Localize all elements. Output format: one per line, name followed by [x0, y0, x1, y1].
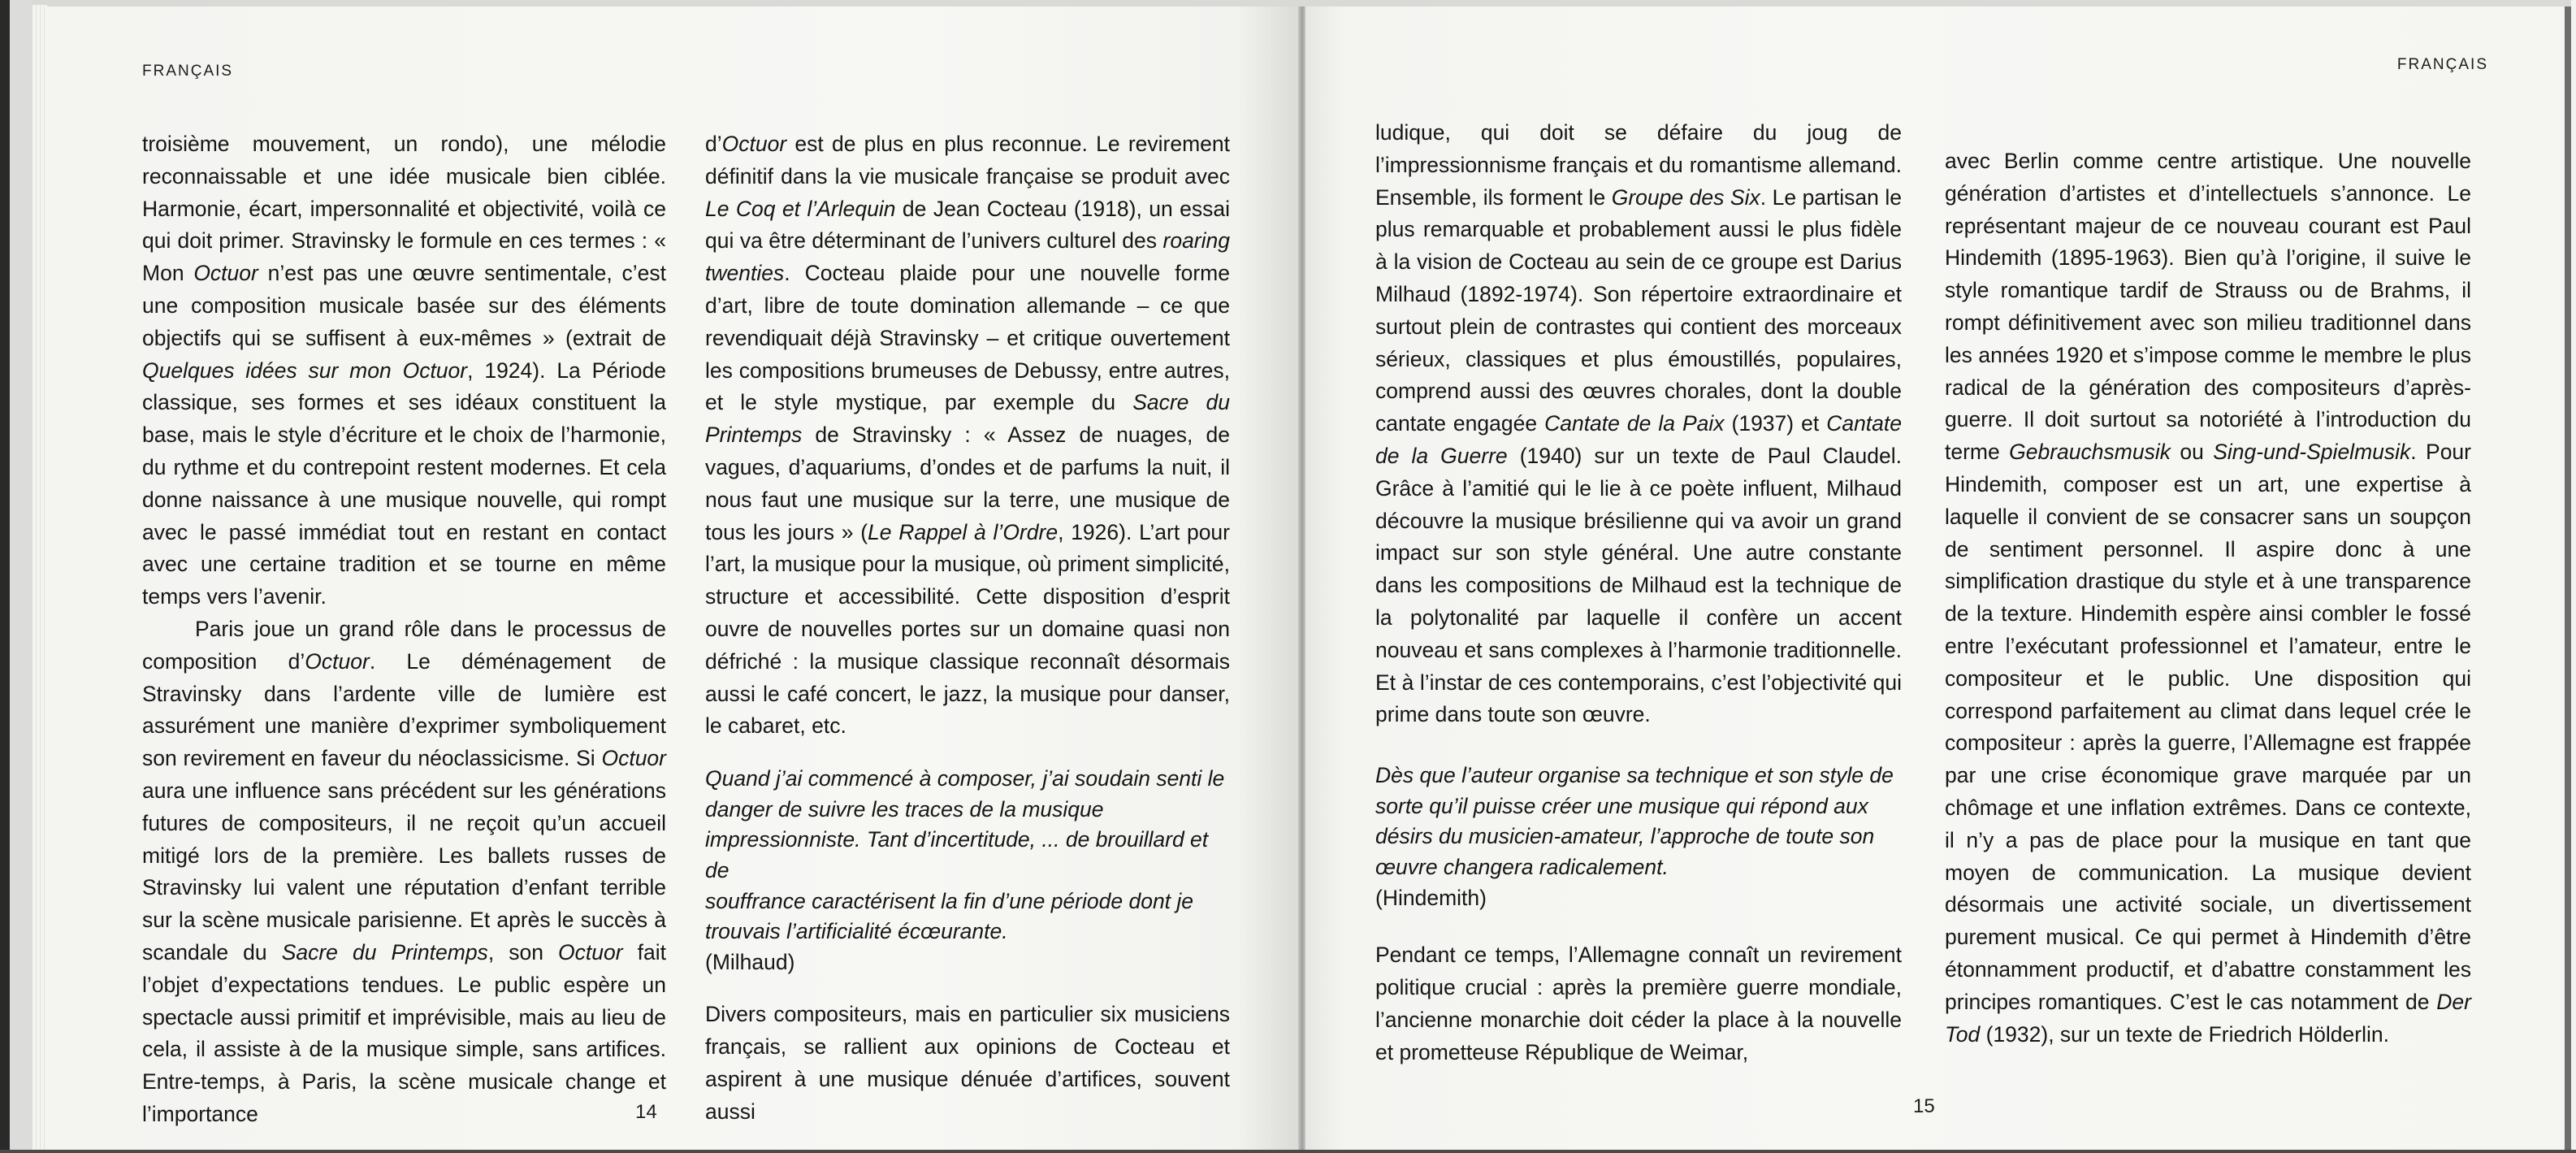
scanner-border-bottom: [0, 1150, 2576, 1153]
running-head-right: FRANÇAIS: [2396, 56, 2488, 73]
running-head-left: FRANÇAIS: [142, 63, 234, 80]
quote-line: trouvais l’artificialité écœurante.: [705, 919, 1008, 944]
scanner-bed-left: [10, 0, 32, 1153]
page-edge-shadow-right: [2565, 7, 2571, 1153]
italic-title: Gebrauchsmusik: [2009, 440, 2171, 465]
column-4: [1945, 145, 2471, 1051]
left-page: [45, 7, 1300, 1151]
paragraph: avec Berlin comme centre artistique. Une nouvelle génération d’artistes et d’intellectuels s’annonce. Le représentant majeur de ce nouveau courant est Paul Hindemith (1895-1963). Bien qu’à l’origine, il suive le style romantique tardif de Strauss ou de Brahms, il rompt définitivement avec son milieu traditionnel dans les années 1920 et s’impose comme le membre le plus radical de la génération des compositeurs d’après-guerre. Il doit surtout sa notoriété à l’introduction du terme Gebrauchsmusik ou Sing-und-Spielmusik. Pour Hindemith, composer est un art, une expertise à laquelle il convient de se consacrer sans un soupçon de sentiment personnel. Il aspire donc à une simplification drastique du style et à une transparence de la texture. Hindemith espère ainsi combler le fossé entre l’exécutant professionnel et l’amateur, entre le compositeur et le public. Une disposition qui correspond parfaitement au climat dans lequel crée le compositeur : après la guerre, l’Allemagne est frappée par une crise économique grave marquée par un chômage et une inflation extrêmes. Dans ce contexte, il n’y a pas de place pour la musique en tant que moyen de communication. La musique devient désormais une activité sociale, un divertissement purement musical. Ce qui permet à Hindemith d’être étonnamment productif, et d’abattre constamment les principes romantiques. C’est le cas notamment de Der Tod (1932), sur un texte de Friedrich Hölderlin.: [1945, 149, 2471, 1047]
quote-line: Dès que l’auteur organise sa technique et son style de: [1375, 763, 1894, 788]
italic-title: roaring twenties: [705, 228, 1230, 286]
block-quote-hindemith: [1375, 761, 1902, 882]
italic-title: Octuor: [558, 939, 623, 964]
quote-line: impressionniste. Tant d’incertitude, ... de brouillard et de: [705, 827, 1209, 882]
page-number-right: 15: [1913, 1095, 1935, 1117]
italic-title: Sing-und-Spielmusik: [2213, 440, 2411, 465]
italic-title: Quelques idées sur mon Octuor: [142, 358, 468, 383]
block-quote-milhaud: [705, 764, 1230, 947]
paragraph: Paris joue un grand rôle dans le processus de composition d’Octuor. Le déménagement de Stravinsky dans l’ardente ville de lumière est assurément une manière d’exprimer symboliquement son revirement en faveur du néoclassicisme. Si Octuor aura une influence sans précédent sur les générations futures de compositeurs, il ne reçoit qu’un accueil mitigé lors de la première. Les ballets russes de Stravinsky lui valent une réputation d’enfant terrible sur la scène musicale parisienne. Et après le succès à scandale du Sacre du Printemps, son Octuor fait l’objet d’expectations tendues. Le public espère un spectacle aussi primitif et imprévisible, mais au lieu de cela, il assiste à de la musique simple, sans artifices. Entre-temps, à Paris, la scène musicale change et l’importance: [142, 616, 667, 1126]
quote-attribution: (Milhaud): [705, 949, 795, 974]
quote-line: souffrance caractérisent la fin d’une période dont je: [705, 888, 1194, 913]
right-page: [1305, 7, 2565, 1151]
italic-title: Octuor: [721, 132, 787, 156]
quote-attribution: (Hindemith): [1375, 885, 1487, 910]
scanner-bed-right: [2571, 0, 2576, 1153]
italic-title: Octuor: [193, 261, 258, 286]
italic-title: Groupe des Six: [1611, 184, 1760, 210]
italic-title: Sacre du Printemps: [281, 939, 488, 964]
quote-line: danger de suivre les traces de la musique: [705, 796, 1104, 821]
column-3: [1375, 117, 1902, 1068]
quote-line: sorte qu’il puisse créer une musique qui répond aux: [1375, 793, 1868, 818]
italic-title: Der Tod: [1945, 989, 2471, 1047]
page-number-left: 14: [635, 1101, 657, 1123]
paragraph: troisième mouvement, un rondo), une mélodie reconnaissable et une idée musicale bien ciblée. Harmonie, écart, impersonnalité et objectivité, voilà ce qui doit primer. Stravinsky le formule en ces termes : « Mon Octuor n’est pas une œuvre sentimentale, c’est une composition musicale basée sur des éléments objectifs qui se suffisent à eux-mêmes » (extrait de Quelques idées sur mon Octuor, 1924). La Période classique, ses formes et ses idéaux constituent la base, mais le style d’écriture et le choix de l’harmonie, du rythme et du contrepoint restent modernes. Et cela donne naissance à une musique nouvelle, qui rompt avec le passé immédiat tout en restant en contact avec une certaine tradition et se tourne en même temps vers l’avenir.: [142, 132, 666, 609]
italic-title: Octuor: [305, 648, 370, 674]
paragraph: Divers compositeurs, mais en particulier six musiciens français, se rallient aux opinions de Cocteau et aspirent à une musique dénuée d’artifices, souvent aussi: [705, 1002, 1230, 1124]
paragraph: Pendant ce temps, l’Allemagne connaît un revirement politique crucial : après la première guerre mondiale, l’ancienne monarchie doit céder la place à la nouvelle et prometteuse République de Weimar,: [1375, 943, 1902, 1064]
italic-title: Le Rappel à l’Ordre: [868, 519, 1059, 544]
quote-line: œuvre changera radicalement.: [1375, 854, 1669, 879]
scanner-border-left: [0, 0, 10, 1153]
italic-title: Cantate de la Paix: [1544, 411, 1725, 436]
italic-title: Cantate de la Guerre: [1375, 411, 1903, 468]
paragraph: ludique, qui doit se défaire du joug de l’impressionnisme français et du romantisme allemand. Ensemble, ils forment le Groupe des Six. Le partisan le plus remarquable et probablement aussi le plus fidèle à la vision de Cocteau au sein de ce groupe est Darius Milhaud (1892-1974). Son répertoire extraordinaire et surtout plein de contrastes qui contient des morceaux sérieux, classiques et plus émoustillés, populaires, comprend aussi des œuvres chorales, dont la double cantate engagée Cantate de la Paix (1937) et Cantate de la Guerre (1940) sur un texte de Paul Claudel. Grâce à l’amitié qui le lie à ce poète influent, Milhaud découvre la musique brésilienne qui va avoir un grand impact sur son style général. Une autre constante dans les compositions de Milhaud est la technique de la polytonalité par laquelle il confère un accent nouveau et sans complexes à l’harmonie traditionnelle. Et à l’instar de ces contemporains, c’est l’objectivité qui prime dans toute son œuvre.: [1375, 120, 1903, 727]
column-1: [142, 128, 666, 1131]
italic-title: Sacre du Printemps: [705, 390, 1230, 448]
column-2: [705, 128, 1230, 1128]
quote-line: désirs du musicien-amateur, l’approche de toute son: [1375, 824, 1875, 849]
italic-title: Le Coq et l’Arlequin: [705, 196, 896, 221]
italic-title: Octuor: [601, 746, 666, 771]
quote-line: Quand j’ai commencé à composer, j’ai soudain senti le: [705, 766, 1225, 791]
paragraph: d’Octuor est de plus en plus reconnue. Le revirement définitif dans la vie musicale française se produit avec Le Coq et l’Arlequin de Jean Cocteau (1918), un essai qui va être déterminant de l’univers culturel des roaring twenties. Cocteau plaide pour une nouvelle forme d’art, libre de toute domination allemande – ce que revendiquait déjà Stravinsky – et critique ouvertement les compositions brumeuses de Debussy, entre autres, et le style mystique, par exemple du Sacre du Printemps de Stravinsky : « Assez de nuages, de vagues, d’aquariums, d’ondes et de parfums la nuit, il nous faut une musique sur la terre, une musique de tous les jours » (Le Rappel à l’Ordre, 1926). L’art pour l’art, la musique pour la musique, où priment simplicité, structure et accessibilité. Cette disposition d’esprit ouvre de nouvelles portes sur un domaine quasi non défriché : la musique classique reconnaît désormais aussi le café concert, le jazz, la musique pour danser, le cabaret, etc.: [705, 132, 1231, 739]
